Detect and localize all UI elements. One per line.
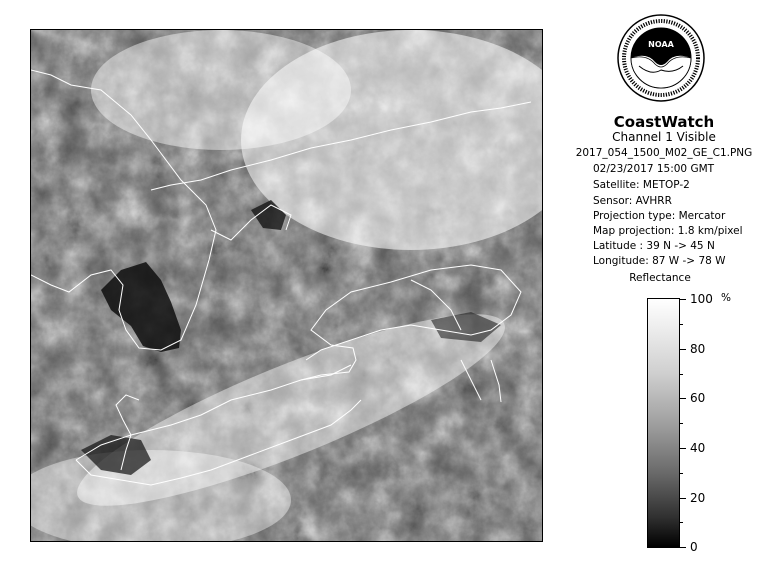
map-projection-line: Map projection: 1.8 km/pixel: [593, 225, 743, 237]
noaa-logo: [617, 14, 705, 102]
sensor-line: Sensor: AVHRR: [593, 195, 672, 207]
satellite-image: [30, 29, 543, 542]
colorbar-tick: [680, 448, 686, 449]
colorbar-label-20: 20: [690, 491, 706, 505]
satellite-image-svg: [31, 30, 542, 541]
colorbar-tick: [680, 299, 686, 300]
latitude-line: Latitude : 39 N -> 45 N: [593, 240, 715, 252]
noaa-logo-icon: [617, 14, 705, 102]
colorbar-minor-tick: [680, 522, 683, 523]
colorbar-label-0: 0: [690, 540, 698, 554]
colorbar-tick: [680, 547, 686, 548]
colorbar-minor-tick: [680, 374, 683, 375]
channel-subtitle: Channel 1 Visible: [612, 130, 716, 144]
image-filename: 2017_054_1500_M02_GE_C1.PNG: [575, 147, 753, 159]
colorbar-minor-tick: [680, 423, 683, 424]
product-title: CoastWatch: [613, 113, 715, 131]
satellite-line: Satellite: METOP-2: [593, 179, 690, 191]
colorbar-tick: [680, 498, 686, 499]
colorbar-tick: [680, 349, 686, 350]
colorbar-label-80: 80: [690, 342, 706, 356]
colorbar-label-100: 100: [690, 292, 713, 306]
colorbar-label-40: 40: [690, 441, 706, 455]
colorbar-label-60: 60: [690, 391, 706, 405]
colorbar-minor-tick: [680, 324, 683, 325]
reflectance-colorbar: [647, 298, 680, 548]
longitude-line: Longitude: 87 W -> 78 W: [593, 255, 726, 267]
colorbar-minor-tick: [680, 473, 683, 474]
colorbar-unit: %: [721, 292, 731, 304]
logo-label: NOAA: [648, 40, 674, 49]
projection-type-line: Projection type: Mercator: [593, 210, 726, 222]
colorbar-title: Reflectance: [629, 272, 691, 284]
datetime-line: 02/23/2017 15:00 GMT: [593, 163, 715, 175]
colorbar-tick: [680, 398, 686, 399]
